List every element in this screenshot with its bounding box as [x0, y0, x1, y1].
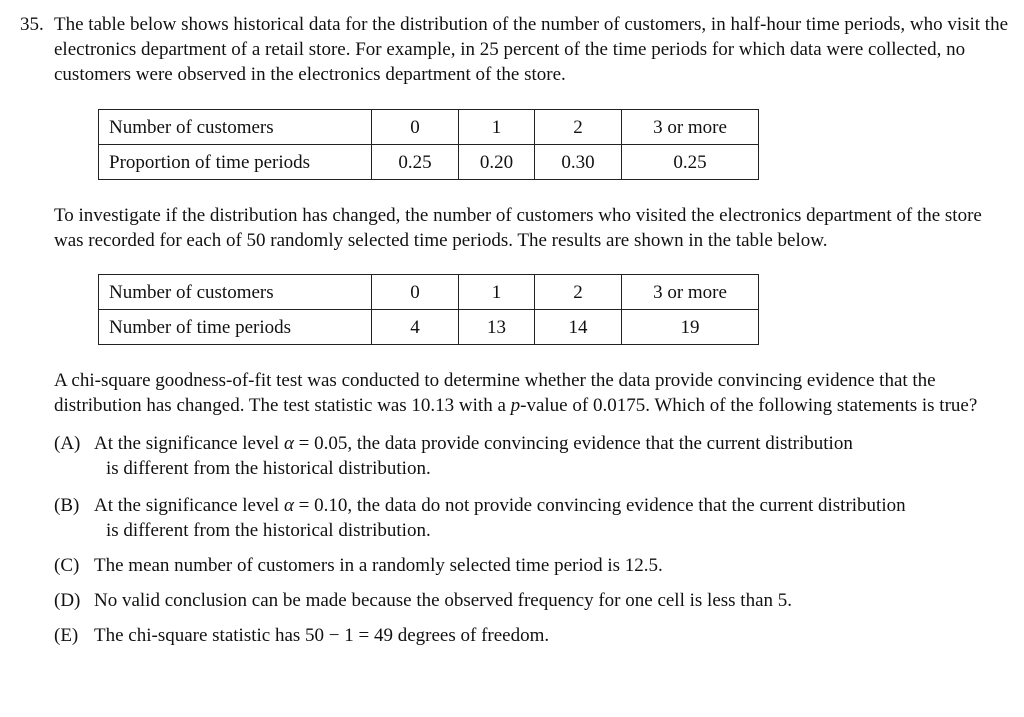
- table-cell: 13: [459, 310, 535, 345]
- choice-text: No valid conclusion can be made because the observed frequency for one cell is less than 5.: [94, 590, 792, 611]
- investigation-paragraph: To investigate if the distribution has changed, the number of customers who visited the electronics department of the store was recorded for each of 50 randomly selected time periods. The results are shown in the table below.: [54, 205, 982, 251]
- table-header-label: Number of customers: [99, 275, 372, 310]
- choice-letter: (B): [54, 495, 80, 516]
- test-paragraph: [54, 368, 1010, 418]
- choice-letter: (D): [54, 590, 81, 611]
- choice-text: The mean number of customers in a randomly selected time period is 12.5.: [94, 555, 663, 576]
- table-row: [99, 145, 759, 180]
- table-header-cell: 3 or more: [622, 110, 759, 145]
- table-header-label: Number of customers: [99, 110, 372, 145]
- table-header-cell: 1: [459, 110, 535, 145]
- table-row: [99, 275, 759, 310]
- observed-counts-table: [98, 274, 759, 345]
- alpha-symbol: α: [283, 433, 294, 454]
- table-cell: 0.25: [622, 145, 759, 180]
- choice-letter: (C): [54, 555, 80, 576]
- question-stem: The table below shows historical data for the distribution of the number of customers, in half-hour time periods, who visit the electronics department of a retail store. For example, in 25 percent of the time periods for which data were collected, no customers were observed in the electronics department of the store.: [54, 14, 1009, 85]
- choice-text-continuation: is different from the historical distribution.: [106, 458, 431, 479]
- test-paragraph-part1: A chi-square goodness-of-fit test was conducted to determine whether the data provide convincing evidence that the distribution has changed. The test statistic was 10.13 with a: [54, 370, 936, 416]
- table-cell: 19: [622, 310, 759, 345]
- table-row: [99, 110, 759, 145]
- table-row-label: Proportion of time periods: [99, 145, 372, 180]
- historical-distribution-table: [98, 109, 759, 180]
- table-header-cell: 0: [372, 110, 459, 145]
- choice-a[interactable]: [54, 431, 1010, 481]
- question-header: [20, 12, 1010, 87]
- choice-letter: (E): [54, 625, 79, 646]
- choice-text-part: At the significance level: [94, 433, 284, 454]
- table-row-label: Number of time periods: [99, 310, 372, 345]
- table-cell: 4: [372, 310, 459, 345]
- question-number: 35.: [20, 14, 44, 35]
- p-symbol: p: [510, 395, 521, 416]
- choice-c[interactable]: [54, 553, 1010, 578]
- choice-text: The chi-square statistic has 50 − 1 = 49 degrees of freedom.: [94, 625, 550, 646]
- table-header-cell: 1: [459, 275, 535, 310]
- choice-text-part: At the significance level: [94, 495, 284, 516]
- table-cell: 0.20: [459, 145, 535, 180]
- table-header-cell: 3 or more: [622, 275, 759, 310]
- choice-text-part: = 0.10, the data do not provide convincing evidence that the current distribution: [293, 495, 906, 516]
- table-cell: 0.30: [535, 145, 622, 180]
- choice-text: [94, 493, 1010, 543]
- choice-e[interactable]: [54, 623, 1010, 648]
- test-paragraph-part2: -value of 0.0175. Which of the following statements is true?: [520, 395, 978, 416]
- choice-b[interactable]: [54, 493, 1010, 543]
- choice-text: [94, 431, 1010, 481]
- choice-letter: (A): [54, 433, 81, 454]
- table-row: [99, 310, 759, 345]
- question-35: [20, 12, 1010, 648]
- choice-d[interactable]: [54, 588, 1010, 613]
- choice-text-part: = 0.05, the data provide convincing evidence that the current distribution: [293, 433, 853, 454]
- table-header-cell: 2: [535, 110, 622, 145]
- table-cell: 14: [535, 310, 622, 345]
- table-header-cell: 0: [372, 275, 459, 310]
- table-cell: 0.25: [372, 145, 459, 180]
- alpha-symbol: α: [283, 495, 294, 516]
- choice-text-continuation: is different from the historical distribution.: [106, 520, 431, 541]
- table-header-cell: 2: [535, 275, 622, 310]
